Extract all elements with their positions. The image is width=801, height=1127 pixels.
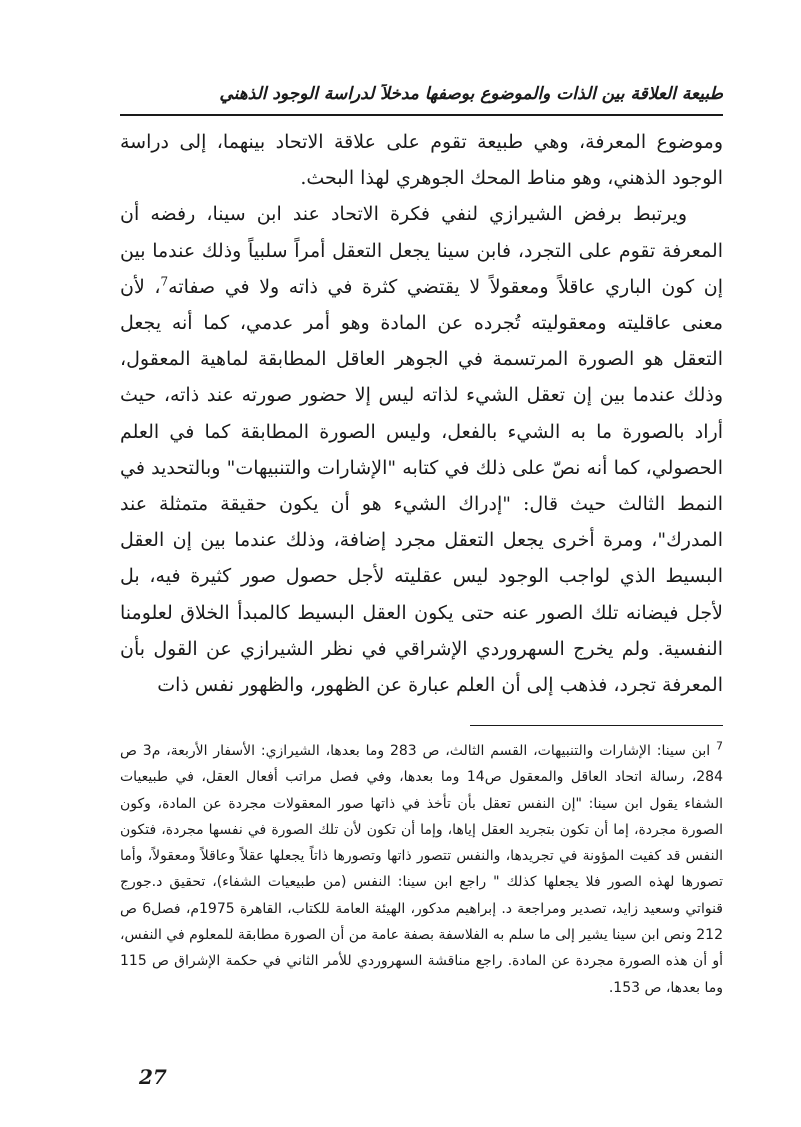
footnote-separator: [470, 725, 723, 726]
footnote-number: 7: [715, 739, 723, 753]
footnote-text: ابن سينا: الإشارات والتنبيهات، القسم الثالث، ص 283 وما بعدها، الشيرازي: الأسفار الأربعة، م3 ص 284، رسالة اتحاد العاقل والمعقول ص14 وما بعدها، وفي فصل مراتب أفعال العقل، في طبيعيات الشفاء يقول ابن سينا: "إن النفس تعقل بأن تأخذ في ذاتها صور المعقولات مجردة عن المادة، وكون الصورة مجردة، إما أن تكون بتجريد العقل إياها، وإما أن تكون لأن تلك الصورة في نفسها مجردة، فتكون النفس قد كفيت المؤونة في تجريدها، والنفس تتصور ذاتها وتصورها ذاتاً يجعلها عقلاً وعاقلاً ومعقولاً، وأما تصورها لهذه الصور فلا يجعلها كذلك " راجع ابن سينا: النفس (من طبيعيات الشفاء)، تحقيق د.جورج قنواتي وسعيد زايد، تصدير ومراجعة د. إبراهيم مدكور، الهيئة العامة للكتاب، القاهرة 1975م، فصل6 ص 212 ونص ابن سينا يشير إلى ما سلم به الفلاسفة بصفة عامة من أن الصورة مطابقة للمعلوم في النفس، أو أن هذه الصورة مجردة عن المادة. راجع مناقشة السهروردي للأمر الثاني في حكمة الإشراق ص 115 وما بعدها، ص 153.: [120, 743, 723, 996]
footnote: [120, 738, 723, 1001]
paragraph-1: وموضوع المعرفة، وهي طبيعة تقوم على علاقة الاتحاد بينهما، إلى دراسة الوجود الذهني، وهو مناط المحك الجوهري لهذا البحث.: [120, 131, 723, 190]
running-header: طبيعة العلاقة بين الذات والموضوع بوصفها مدخلاً لدراسة الوجود الذهني: [219, 84, 723, 104]
paragraph-2-continuation: ، لأن معنى عاقليته ومعقوليته تُجرده عن المادة وهو أمر عدمي، كما أنه يجعل التعقل هو الصورة المرتسمة في الجوهر العاقل المطابقة لماهية المعقول، وذلك عندما بين إن تعقل الشيء لذاته ليس إلا حضور صورته عند ذاته، حيث أراد بالصورة ما به الشيء بالفعل، وليس الصورة المطابقة كما في العلم الحصولي، كما أنه نصّ على ذلك في كتابه "الإشارات والتنبيهات" وبالتحديد في النمط الثالث حيث قال: "إدراك الشيء هو أن يكون حقيقة متمثلة عند المدرك"، ومرة أخرى يجعل التعقل مجرد إضافة، وذلك عندما بين إن العقل البسيط الذي لواجب الوجود ليس عقليته لأجل حصول صور كثيرة فيه، بل لأجل فيضانه تلك الصور عنه حتى يكون العقل البسيط كالمبدأ الخلاق لعلومنا النفسية. ولم يخرج السهروردي الإشراقي في نظر الشيرازي عن القول بأن المعرفة تجرد، فذهب إلى أن العلم عبارة عن الظهور، والظهور نفس ذات: [120, 275, 723, 697]
footnote-reference[interactable]: 7: [160, 274, 169, 289]
body-text: [120, 124, 723, 703]
page-number: 27: [139, 1065, 167, 1089]
paragraph-2-start: ويرتبط برفض الشيرازي لنفي فكرة الاتحاد عند ابن سينا، رفضه أن المعرفة تقوم على التجرد، فابن سينا يجعل التعقل أمراً سلبياً وذلك عندما بين إن كون الباري عاقلاً ومعقولاً لا يقتضي كثرة في ذاته ولا في صفاته: [120, 203, 723, 298]
paragraph-2: [120, 196, 723, 703]
header-rule: [120, 114, 723, 116]
